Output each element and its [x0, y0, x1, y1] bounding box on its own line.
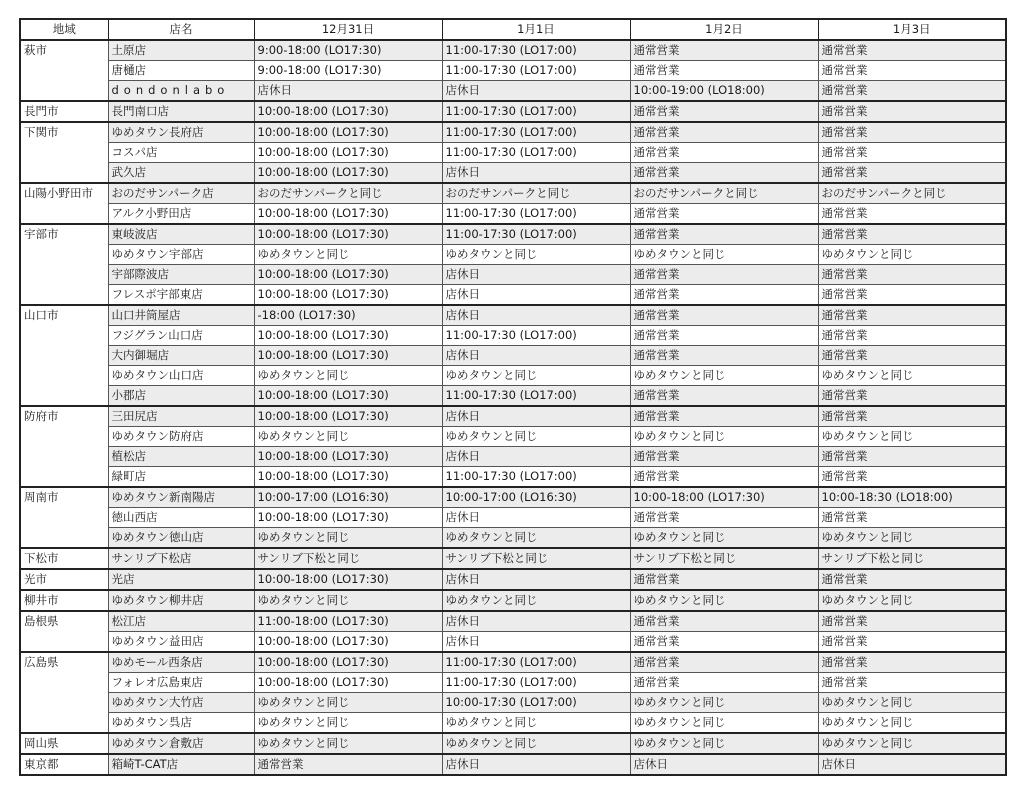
cell-jan2: 通常営業 — [630, 61, 818, 81]
table-row — [20, 122, 1006, 143]
cell-jan1: 店休日 — [442, 305, 630, 326]
cell-jan3: 通常営業 — [818, 285, 1006, 306]
cell-jan2: 通常営業 — [630, 305, 818, 326]
table-row — [20, 204, 1006, 225]
cell-dec31: 10:00-18:00 (LO17:30) — [254, 101, 442, 122]
cell-jan3: 通常営業 — [818, 386, 1006, 407]
cell-jan3: 通常営業 — [818, 346, 1006, 366]
cell-dec31: -18:00 (LO17:30) — [254, 305, 442, 326]
table-row — [20, 386, 1006, 407]
store-name-cell: 緑町店 — [108, 467, 254, 488]
region-cell: 周南市 — [20, 487, 108, 548]
store-name-cell: 長門南口店 — [108, 101, 254, 122]
cell-jan3: 通常営業 — [818, 673, 1006, 693]
cell-jan3: 店休日 — [818, 754, 1006, 775]
table-row — [20, 305, 1006, 326]
cell-jan2: 通常営業 — [630, 204, 818, 225]
table-row — [20, 61, 1006, 81]
holiday-hours-table — [19, 18, 1007, 776]
store-name-cell: ゆめタウン徳山店 — [108, 528, 254, 549]
cell-jan1: 店休日 — [442, 447, 630, 467]
cell-jan1: ゆめタウンと同じ — [442, 245, 630, 265]
header-dec31: 12月31日 — [254, 19, 442, 40]
cell-jan3: 通常営業 — [818, 122, 1006, 143]
cell-jan2: 通常営業 — [630, 569, 818, 590]
cell-jan3: ゆめタウンと同じ — [818, 366, 1006, 386]
cell-jan2: サンリブ下松と同じ — [630, 548, 818, 569]
cell-jan2: 通常営業 — [630, 224, 818, 245]
cell-jan3: ゆめタウンと同じ — [818, 528, 1006, 549]
cell-jan1: 11:00-17:30 (LO17:00) — [442, 673, 630, 693]
cell-jan1: 店休日 — [442, 346, 630, 366]
cell-dec31: 10:00-18:00 (LO17:30) — [254, 143, 442, 163]
cell-dec31: ゆめタウンと同じ — [254, 427, 442, 447]
cell-jan1: 店休日 — [442, 611, 630, 632]
table-row — [20, 40, 1006, 61]
cell-dec31: 10:00-18:00 (LO17:30) — [254, 163, 442, 184]
cell-jan3: 通常営業 — [818, 204, 1006, 225]
cell-jan3: 通常営業 — [818, 406, 1006, 427]
cell-jan1: ゆめタウンと同じ — [442, 528, 630, 549]
store-name-cell: 大内御堀店 — [108, 346, 254, 366]
cell-jan3: 通常営業 — [818, 467, 1006, 488]
cell-jan2: 通常営業 — [630, 447, 818, 467]
store-name-cell: コスパ店 — [108, 143, 254, 163]
cell-dec31: 10:00-18:00 (LO17:30) — [254, 673, 442, 693]
cell-jan1: 11:00-17:30 (LO17:00) — [442, 652, 630, 673]
cell-dec31: 10:00-18:00 (LO17:30) — [254, 386, 442, 407]
table-row — [20, 81, 1006, 102]
cell-jan1: ゆめタウンと同じ — [442, 590, 630, 611]
cell-jan3: 通常営業 — [818, 305, 1006, 326]
table-row — [20, 754, 1006, 775]
cell-jan3: 通常営業 — [818, 632, 1006, 653]
cell-jan1: 店休日 — [442, 163, 630, 184]
cell-jan3: 通常営業 — [818, 569, 1006, 590]
region-cell: 山口市 — [20, 305, 108, 406]
cell-dec31: ゆめタウンと同じ — [254, 590, 442, 611]
cell-dec31: ゆめタウンと同じ — [254, 733, 442, 754]
table-row — [20, 427, 1006, 447]
cell-jan1: ゆめタウンと同じ — [442, 713, 630, 734]
cell-jan3: 通常営業 — [818, 61, 1006, 81]
cell-jan2: ゆめタウンと同じ — [630, 590, 818, 611]
region-cell: 広島県 — [20, 652, 108, 733]
cell-dec31: 10:00-18:00 (LO17:30) — [254, 122, 442, 143]
store-name-cell: ゆめモール西条店 — [108, 652, 254, 673]
table-row — [20, 285, 1006, 306]
header-jan2: 1月2日 — [630, 19, 818, 40]
table-row — [20, 569, 1006, 590]
table-row — [20, 101, 1006, 122]
table-row — [20, 265, 1006, 285]
cell-jan3: 10:00-18:30 (LO18:00) — [818, 487, 1006, 508]
cell-jan1: サンリブ下松と同じ — [442, 548, 630, 569]
header-store: 店名 — [108, 19, 254, 40]
cell-dec31: 10:00-18:00 (LO17:30) — [254, 326, 442, 346]
cell-jan2: 通常営業 — [630, 673, 818, 693]
cell-jan3: 通常営業 — [818, 40, 1006, 61]
cell-jan2: 通常営業 — [630, 285, 818, 306]
store-name-cell: 箱崎T-CAT店 — [108, 754, 254, 775]
store-name-cell: 土原店 — [108, 40, 254, 61]
store-name-cell: 宇部際波店 — [108, 265, 254, 285]
region-cell: 防府市 — [20, 406, 108, 487]
holiday-hours-sheet — [19, 18, 1005, 776]
cell-dec31: 9:00-18:00 (LO17:30) — [254, 40, 442, 61]
cell-dec31: 10:00-18:00 (LO17:30) — [254, 224, 442, 245]
cell-jan3: おのだサンパークと同じ — [818, 183, 1006, 204]
store-name-cell: ゆめタウン柳井店 — [108, 590, 254, 611]
cell-dec31: 店休日 — [254, 81, 442, 102]
store-name-cell: アルク小野田店 — [108, 204, 254, 225]
cell-dec31: 10:00-18:00 (LO17:30) — [254, 406, 442, 427]
table-row — [20, 487, 1006, 508]
cell-dec31: ゆめタウンと同じ — [254, 713, 442, 734]
table-row — [20, 346, 1006, 366]
table-row — [20, 406, 1006, 427]
cell-jan3: ゆめタウンと同じ — [818, 733, 1006, 754]
cell-jan3: 通常営業 — [818, 611, 1006, 632]
table-row — [20, 467, 1006, 488]
cell-jan3: ゆめタウンと同じ — [818, 245, 1006, 265]
cell-jan1: 店休日 — [442, 285, 630, 306]
cell-jan2: おのだサンパークと同じ — [630, 183, 818, 204]
store-name-cell: 三田尻店 — [108, 406, 254, 427]
cell-dec31: ゆめタウンと同じ — [254, 528, 442, 549]
cell-jan2: 通常営業 — [630, 40, 818, 61]
table-row — [20, 508, 1006, 528]
cell-dec31: 10:00-18:00 (LO17:30) — [254, 204, 442, 225]
cell-jan2: ゆめタウンと同じ — [630, 366, 818, 386]
cell-jan1: 店休日 — [442, 754, 630, 775]
cell-jan1: ゆめタウンと同じ — [442, 427, 630, 447]
table-header-row — [20, 19, 1006, 40]
table-row — [20, 183, 1006, 204]
store-name-cell: 松江店 — [108, 611, 254, 632]
cell-dec31: 10:00-18:00 (LO17:30) — [254, 285, 442, 306]
cell-jan3: 通常営業 — [818, 101, 1006, 122]
cell-dec31: 10:00-18:00 (LO17:30) — [254, 447, 442, 467]
table-row — [20, 245, 1006, 265]
store-name-cell: サンリブ下松店 — [108, 548, 254, 569]
header-jan3: 1月3日 — [818, 19, 1006, 40]
cell-jan2: 通常営業 — [630, 406, 818, 427]
table-row — [20, 366, 1006, 386]
table-row — [20, 713, 1006, 734]
cell-jan3: 通常営業 — [818, 652, 1006, 673]
cell-dec31: 10:00-18:00 (LO17:30) — [254, 652, 442, 673]
cell-jan1: 店休日 — [442, 569, 630, 590]
store-name-cell: ゆめタウン新南陽店 — [108, 487, 254, 508]
table-row — [20, 590, 1006, 611]
store-name-cell: フジグラン山口店 — [108, 326, 254, 346]
cell-jan1: 店休日 — [442, 508, 630, 528]
table-row — [20, 224, 1006, 245]
cell-jan3: 通常営業 — [818, 447, 1006, 467]
cell-jan1: 11:00-17:30 (LO17:00) — [442, 224, 630, 245]
table-row — [20, 652, 1006, 673]
cell-jan3: 通常営業 — [818, 81, 1006, 102]
cell-dec31: 9:00-18:00 (LO17:30) — [254, 61, 442, 81]
cell-jan1: 11:00-17:30 (LO17:00) — [442, 61, 630, 81]
cell-jan2: 通常営業 — [630, 386, 818, 407]
cell-jan1: 11:00-17:30 (LO17:00) — [442, 204, 630, 225]
store-name-cell: dondonlabo — [108, 81, 254, 102]
store-name-cell: 徳山西店 — [108, 508, 254, 528]
store-name-cell: ゆめタウン倉敷店 — [108, 733, 254, 754]
table-row — [20, 143, 1006, 163]
cell-jan1: 11:00-17:30 (LO17:00) — [442, 386, 630, 407]
cell-jan2: 通常営業 — [630, 265, 818, 285]
cell-jan3: ゆめタウンと同じ — [818, 427, 1006, 447]
table-row — [20, 673, 1006, 693]
cell-jan2: ゆめタウンと同じ — [630, 427, 818, 447]
cell-jan2: ゆめタウンと同じ — [630, 733, 818, 754]
region-cell: 萩市 — [20, 40, 108, 101]
table-body — [20, 40, 1006, 775]
cell-jan2: 通常営業 — [630, 611, 818, 632]
cell-jan1: 店休日 — [442, 406, 630, 427]
cell-jan3: 通常営業 — [818, 265, 1006, 285]
cell-jan2: 10:00-19:00 (LO18:00) — [630, 81, 818, 102]
store-name-cell: フォレオ広島東店 — [108, 673, 254, 693]
cell-jan2: 通常営業 — [630, 143, 818, 163]
cell-jan1: 10:00-17:00 (LO16:30) — [442, 487, 630, 508]
region-cell: 岡山県 — [20, 733, 108, 754]
store-name-cell: ゆめタウン長府店 — [108, 122, 254, 143]
cell-jan1: 店休日 — [442, 265, 630, 285]
cell-jan2: 通常営業 — [630, 467, 818, 488]
table-row — [20, 528, 1006, 549]
region-cell: 東京都 — [20, 754, 108, 775]
table-row — [20, 693, 1006, 713]
table-row — [20, 326, 1006, 346]
header-region: 地域 — [20, 19, 108, 40]
store-name-cell: ゆめタウン呉店 — [108, 713, 254, 734]
cell-dec31: おのだサンパークと同じ — [254, 183, 442, 204]
cell-jan1: おのだサンパークと同じ — [442, 183, 630, 204]
table-row — [20, 733, 1006, 754]
cell-jan2: ゆめタウンと同じ — [630, 245, 818, 265]
header-jan1: 1月1日 — [442, 19, 630, 40]
store-name-cell: ゆめタウン宇部店 — [108, 245, 254, 265]
region-cell: 宇部市 — [20, 224, 108, 305]
store-name-cell: 植松店 — [108, 447, 254, 467]
store-name-cell: ゆめタウン大竹店 — [108, 693, 254, 713]
store-name-cell: 東岐波店 — [108, 224, 254, 245]
cell-jan1: 11:00-17:30 (LO17:00) — [442, 122, 630, 143]
cell-dec31: 10:00-18:00 (LO17:30) — [254, 265, 442, 285]
cell-jan3: 通常営業 — [818, 163, 1006, 184]
cell-jan1: 店休日 — [442, 81, 630, 102]
cell-jan3: ゆめタウンと同じ — [818, 590, 1006, 611]
cell-jan1: 10:00-17:30 (LO17:00) — [442, 693, 630, 713]
cell-jan2: ゆめタウンと同じ — [630, 528, 818, 549]
cell-dec31: サンリブ下松と同じ — [254, 548, 442, 569]
region-cell: 下松市 — [20, 548, 108, 569]
cell-jan3: 通常営業 — [818, 508, 1006, 528]
cell-jan1: 店休日 — [442, 632, 630, 653]
store-name-cell: おのだサンパーク店 — [108, 183, 254, 204]
cell-jan2: 通常営業 — [630, 122, 818, 143]
cell-dec31: 10:00-18:00 (LO17:30) — [254, 346, 442, 366]
cell-jan2: 通常営業 — [630, 346, 818, 366]
store-name-cell: 唐樋店 — [108, 61, 254, 81]
cell-dec31: 10:00-18:00 (LO17:30) — [254, 632, 442, 653]
cell-jan2: 通常営業 — [630, 652, 818, 673]
store-name-cell: ゆめタウン山口店 — [108, 366, 254, 386]
cell-dec31: 10:00-18:00 (LO17:30) — [254, 569, 442, 590]
cell-jan1: 11:00-17:30 (LO17:00) — [442, 143, 630, 163]
region-cell: 山陽小野田市 — [20, 183, 108, 224]
cell-dec31: 10:00-18:00 (LO17:30) — [254, 467, 442, 488]
cell-jan2: 通常営業 — [630, 508, 818, 528]
cell-jan1: 11:00-17:30 (LO17:00) — [442, 101, 630, 122]
cell-jan1: 11:00-17:30 (LO17:00) — [442, 40, 630, 61]
region-cell: 島根県 — [20, 611, 108, 652]
cell-jan2: 通常営業 — [630, 101, 818, 122]
cell-jan3: 通常営業 — [818, 143, 1006, 163]
cell-dec31: ゆめタウンと同じ — [254, 245, 442, 265]
table-row — [20, 163, 1006, 184]
store-name-cell: フレスポ宇部東店 — [108, 285, 254, 306]
cell-jan3: 通常営業 — [818, 326, 1006, 346]
cell-jan3: ゆめタウンと同じ — [818, 693, 1006, 713]
store-name-cell: 武久店 — [108, 163, 254, 184]
cell-dec31: ゆめタウンと同じ — [254, 693, 442, 713]
table-row — [20, 611, 1006, 632]
table-row — [20, 548, 1006, 569]
table-row — [20, 632, 1006, 653]
cell-jan2: 通常営業 — [630, 632, 818, 653]
cell-jan2: 店休日 — [630, 754, 818, 775]
region-cell: 柳井市 — [20, 590, 108, 611]
region-cell: 光市 — [20, 569, 108, 590]
cell-jan2: 通常営業 — [630, 326, 818, 346]
region-cell: 下関市 — [20, 122, 108, 183]
cell-dec31: 10:00-17:00 (LO16:30) — [254, 487, 442, 508]
cell-jan1: ゆめタウンと同じ — [442, 366, 630, 386]
store-name-cell: 小郡店 — [108, 386, 254, 407]
store-name-cell: ゆめタウン防府店 — [108, 427, 254, 447]
store-name-cell: 山口井筒屋店 — [108, 305, 254, 326]
cell-dec31: 通常営業 — [254, 754, 442, 775]
cell-dec31: 11:00-18:00 (LO17:30) — [254, 611, 442, 632]
cell-dec31: 10:00-18:00 (LO17:30) — [254, 508, 442, 528]
cell-jan2: ゆめタウンと同じ — [630, 693, 818, 713]
cell-jan2: 10:00-18:00 (LO17:30) — [630, 487, 818, 508]
region-cell: 長門市 — [20, 101, 108, 122]
cell-jan3: ゆめタウンと同じ — [818, 713, 1006, 734]
cell-jan2: 通常営業 — [630, 163, 818, 184]
store-name-cell: 光店 — [108, 569, 254, 590]
table-row — [20, 447, 1006, 467]
cell-dec31: ゆめタウンと同じ — [254, 366, 442, 386]
cell-jan2: ゆめタウンと同じ — [630, 713, 818, 734]
store-name-cell: ゆめタウン益田店 — [108, 632, 254, 653]
cell-jan3: サンリブ下松と同じ — [818, 548, 1006, 569]
cell-jan1: ゆめタウンと同じ — [442, 733, 630, 754]
cell-jan1: 11:00-17:30 (LO17:00) — [442, 467, 630, 488]
cell-jan1: 11:00-17:30 (LO17:00) — [442, 326, 630, 346]
cell-jan3: 通常営業 — [818, 224, 1006, 245]
